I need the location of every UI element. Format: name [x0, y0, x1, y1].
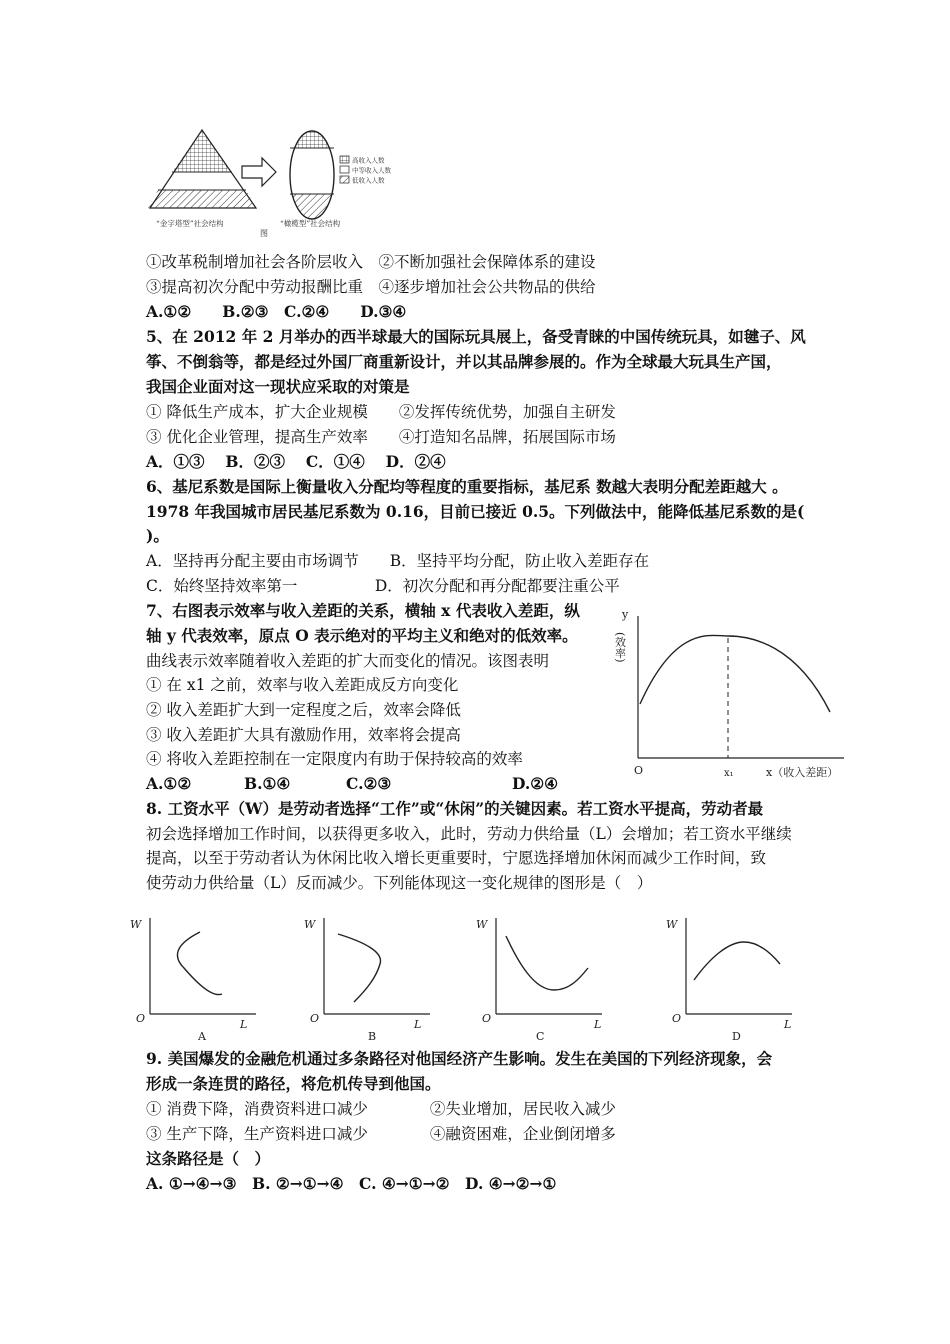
q8-graph-c — [470, 910, 610, 1046]
q7-answer-d: D.②④ — [512, 774, 559, 793]
q8-b-label: B — [368, 1030, 377, 1043]
q6-options-line2: C．始终坚持效率第一 D．初次分配和再分配都要注重公平 — [146, 577, 620, 595]
figure-label: 图 — [260, 229, 268, 238]
q8-curve-b — [338, 934, 381, 1002]
q8-d-x: L — [784, 1018, 792, 1031]
q7-stem-line1: 7、右图表示效率与收入差距的关系，横轴 x 代表收入差距，纵 — [146, 601, 580, 620]
q8-c-x: L — [594, 1018, 602, 1031]
q8-graph-d — [660, 910, 800, 1046]
q8-curve-d — [694, 942, 780, 980]
q9-answers: A. ①→④→③ B. ②→①→④ C. ④→①→② D. ④→②→① — [146, 1174, 557, 1193]
q7-option-1: ① 在 x1 之前，效率与收入差距成反方向变化 — [146, 676, 459, 694]
q5-stem-line2: 筝、不倒翁等，都是经过外国厂商重新设计，并以其品牌参展的。作为全球最大玩具生产国， — [146, 352, 782, 371]
q7-x1-label: x₁ — [724, 768, 734, 779]
arrow-icon — [242, 158, 276, 186]
q4-answers: A.①② B.②③ C.②④ D.③④ — [146, 302, 407, 321]
q9-stem-line3: 这条路径是（ ） — [146, 1149, 271, 1168]
q5-stem-line3: 我国企业面对这一现状应采取的对策是 — [146, 377, 410, 396]
q8-a-x: L — [240, 1018, 248, 1031]
q8-c-label: C — [536, 1030, 545, 1043]
q5-stem-line1: 5、在 2012 年 2 月举办的西半球最大的国际玩具展上，备受青睐的中国传统玩具，如毽子、风 — [146, 327, 806, 346]
olive-caption: “橄榄型”社会结构 — [280, 219, 341, 228]
q8-stem-line1: 8. 工资水平（W）是劳动者选择“工作”或“休闲”的关键因素。若工资水平提高，劳动者最 — [146, 799, 764, 818]
q8-d-label: D — [732, 1030, 741, 1043]
q8-c-origin: O — [482, 1012, 492, 1025]
q5-answers: A．①③ B．②③ C．①④ D．②④ — [146, 452, 446, 471]
q7-option-4: ④ 将收入差距控制在一定限度内有助于保持较高的效率 — [146, 750, 523, 768]
q8-b-origin: O — [310, 1012, 320, 1025]
q7-curve — [640, 635, 830, 712]
q7-y-caption: (效率) — [613, 632, 627, 663]
q8-curve-a — [177, 932, 222, 995]
q6-options-line1: A．坚持再分配主要由市场调节 B．坚持平均分配，防止收入差距存在 — [146, 552, 650, 570]
q8-a-y: W — [130, 918, 142, 931]
q7-stem-line2: 轴 y 代表效率，原点 O 表示绝对的平均主义和绝对的低效率。 — [146, 626, 578, 645]
q6-stem-line1: 6、基尼系数是国际上衡量收入分配均等程度的重要指标，基尼系 数越大表明分配差距越大 。 — [146, 477, 788, 496]
efficiency-income-gap-graph — [613, 604, 864, 784]
q7-option-3: ③ 收入差距扩大具有激励作用，效率将会提高 — [146, 726, 461, 744]
q5-options-line1: ① 降低生产成本，扩大企业规模 ②发挥传统优势，加强自主研发 — [146, 403, 616, 421]
q7-answer-a: A.①② — [146, 774, 192, 793]
q8-c-y: W — [476, 918, 488, 931]
q7-option-2: ② 收入差距扩大到一定程度之后，效率会降低 — [146, 701, 461, 719]
q7-answer-b: B.①④ — [244, 774, 291, 793]
q8-b-x: L — [414, 1018, 422, 1031]
q8-stem-line2: 初会选择增加工作时间，以获得更多收入，此时，劳动力供给量（L）会增加；若工资水平继续 — [146, 825, 792, 843]
q8-a-label: A — [198, 1030, 206, 1043]
q8-stem-line4: 使劳动力供给量（L）反而减少。下列能体现这一变化规律的图形是（ ） — [146, 874, 653, 892]
q7-stem-line3: 曲线表示效率随着收入差距的扩大而变化的情况。该图表明 — [146, 652, 550, 670]
q8-d-origin: O — [672, 1012, 682, 1025]
legend-middle: 中等收入人数 — [352, 166, 391, 175]
q7-origin: O — [634, 764, 644, 777]
q9-stem-line1: 9. 美国爆发的金融危机通过多条路径对他国经济产生影响。发生在美国的下列经济现象，会 — [146, 1049, 773, 1068]
q9-stem-line2: 形成一条连贯的路径，将危机传导到他国。 — [146, 1074, 441, 1093]
q8-graph-b — [298, 910, 438, 1046]
olive-diagram — [288, 130, 338, 224]
q4-options-line2: ③提高初次分配中劳动报酬比重 ④逐步增加社会公共物品的供给 — [146, 278, 596, 296]
q7-y-label: y — [622, 608, 629, 621]
q8-d-y: W — [666, 918, 678, 931]
q7-x-label: x（收入差距） — [766, 766, 839, 779]
pyramid-diagram — [148, 130, 256, 208]
q8-a-origin: O — [136, 1012, 146, 1025]
social-structure-figure — [150, 128, 400, 238]
q6-stem-line3: )。 — [146, 526, 169, 545]
q6-stem-line2: 1978 年我国城市居民基尼系数为 0.16，目前已接近 0.5。下列做法中，能降低基尼系数的是( — [146, 502, 805, 521]
q7-answer-c: C.②③ — [346, 774, 392, 793]
q8-b-y: W — [304, 918, 316, 931]
legend-high: 高收入人数 — [352, 156, 385, 165]
q9-options-line1: ① 消费下降，消费资料进口减少 ②失业增加，居民收入减少 — [146, 1100, 616, 1118]
figure-legend — [340, 156, 392, 185]
q8-stem-line3: 提高，以至于劳动者认为休闲比收入增长更重要时，宁愿选择增加休闲而减少工作时间，致 — [146, 849, 767, 867]
q9-options-line2: ③ 生产下降，生产资料进口减少 ④融资困难，企业倒闭增多 — [146, 1125, 616, 1143]
q5-options-line2: ③ 优化企业管理，提高生产效率 ④打造知名品牌，拓展国际市场 — [146, 428, 616, 446]
q8-graph-a — [124, 910, 264, 1046]
q4-options-line1: ①改革税制增加社会各阶层收入 ②不断加强社会保障体系的建设 — [146, 253, 596, 271]
q8-curve-c — [506, 936, 588, 990]
legend-low: 低收入人数 — [352, 176, 385, 185]
pyramid-caption: “金字塔型”社会结构 — [156, 219, 224, 228]
